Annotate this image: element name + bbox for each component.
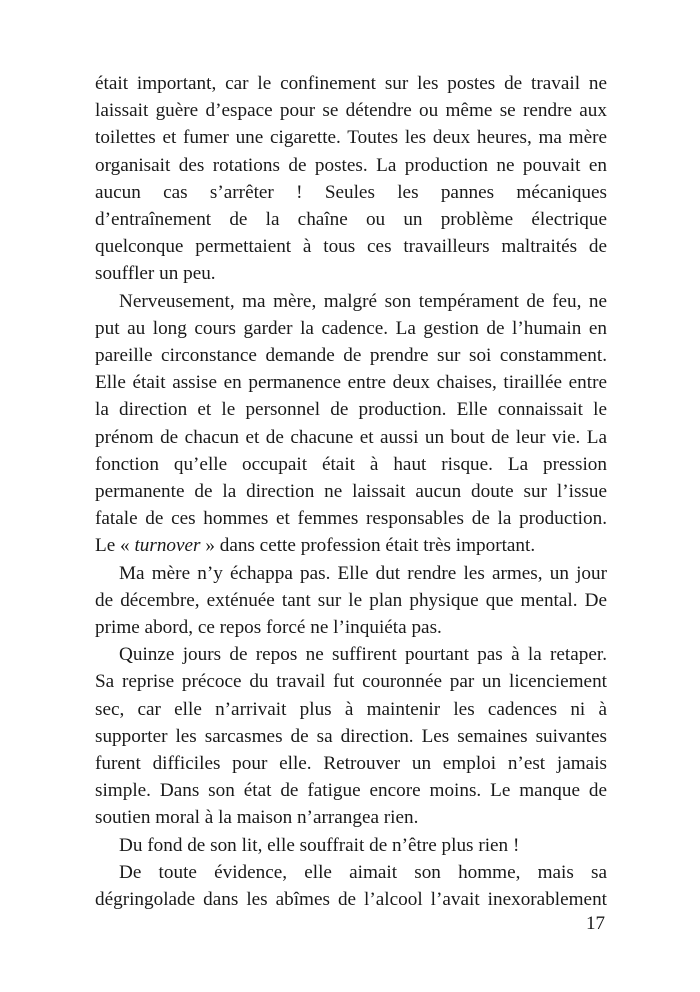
text-line: Elle était assise en permanence entre deux chaises, tiraillée entre [95,372,607,394]
text-line: dégringolade dans les abîmes de l’alcool l’avait inexorablement [95,889,607,911]
text-line: de décembre, exténuée tant sur le plan physique que mental. De [95,589,607,611]
text-line: De toute évidence, elle aimait son homme, mais sa [119,861,607,883]
text-line: prénom de chacun et de chacune et aussi un bout de leur vie. La [95,426,607,448]
text-line: toilettes et fumer une cigarette. Toutes les deux heures, ma mère [95,127,607,149]
text-line: prime abord, ce repos forcé ne l’inquiéta pas. [95,617,442,639]
page-number: 17 [586,913,605,934]
text-line: fatale de ces hommes et femmes responsables de la production. [95,508,607,530]
text-line: souffler un peu. [95,263,216,285]
text-line: Nerveusement, ma mère, malgré son tempérament de feu, ne [119,290,607,312]
text-line: d’entraînement de la chaîne ou un problème électrique [95,209,607,231]
text-line: aucun cas s’arrêter ! Seules les pannes mécaniques [95,181,607,203]
text-line: put au long cours garder la cadence. La gestion de l’humain en [95,317,607,339]
paragraph-1 [95,70,607,288]
text-line: était important, car le confinement sur les postes de travail ne [95,73,607,94]
text-line: la direction et le personnel de production. Elle connaissait le [95,399,607,421]
text-segment: » dans cette profession était très important. [200,535,536,557]
text-line: pareille circonstance demande de prendre sur soi constamment. [95,345,607,367]
page-body [95,70,607,913]
text-line: supporter les sarcasmes de sa direction. Les semaines suivantes [95,725,607,747]
text-segment: Le « [95,535,135,557]
text-line: quelconque permettaient à tous ces travailleurs maltraités de [95,236,607,258]
text-line: organisait des rotations de postes. La production ne pouvait en [95,154,607,176]
paragraph-6 [95,859,607,913]
text-line: Quinze jours de repos ne suffirent pourtant pas à la retaper. [119,644,607,666]
paragraph-2 [95,288,607,560]
text-line: furent difficiles pour elle. Retrouver un emploi n’est jamais [95,753,607,775]
text-line: Ma mère n’y échappa pas. Elle dut rendre les armes, un jour [119,562,607,584]
paragraph-5 [95,832,607,859]
text-line [95,532,607,559]
text-line: simple. Dans son état de fatigue encore moins. Le manque de [95,780,607,802]
text-line: Du fond de son lit, elle souffrait de n’être plus rien ! [119,834,520,856]
paragraph-3 [95,560,607,642]
text-line: fonction qu’elle occupait était à haut risque. La pression [95,453,607,475]
text-line: sec, car elle n’arrivait plus à maintenir les cadences ni à [95,698,607,720]
text-line: permanente de la direction ne laissait aucun doute sur l’issue [95,481,607,503]
paragraph-4 [95,641,607,831]
text-line: soutien moral à la maison n’arrangea rien. [95,807,419,829]
text-line: laissait guère d’espace pour se détendre ou même se rendre aux [95,100,607,122]
italic-term: turnover [134,535,201,557]
text-line: Sa reprise précoce du travail fut couronnée par un licenciement [95,671,607,693]
